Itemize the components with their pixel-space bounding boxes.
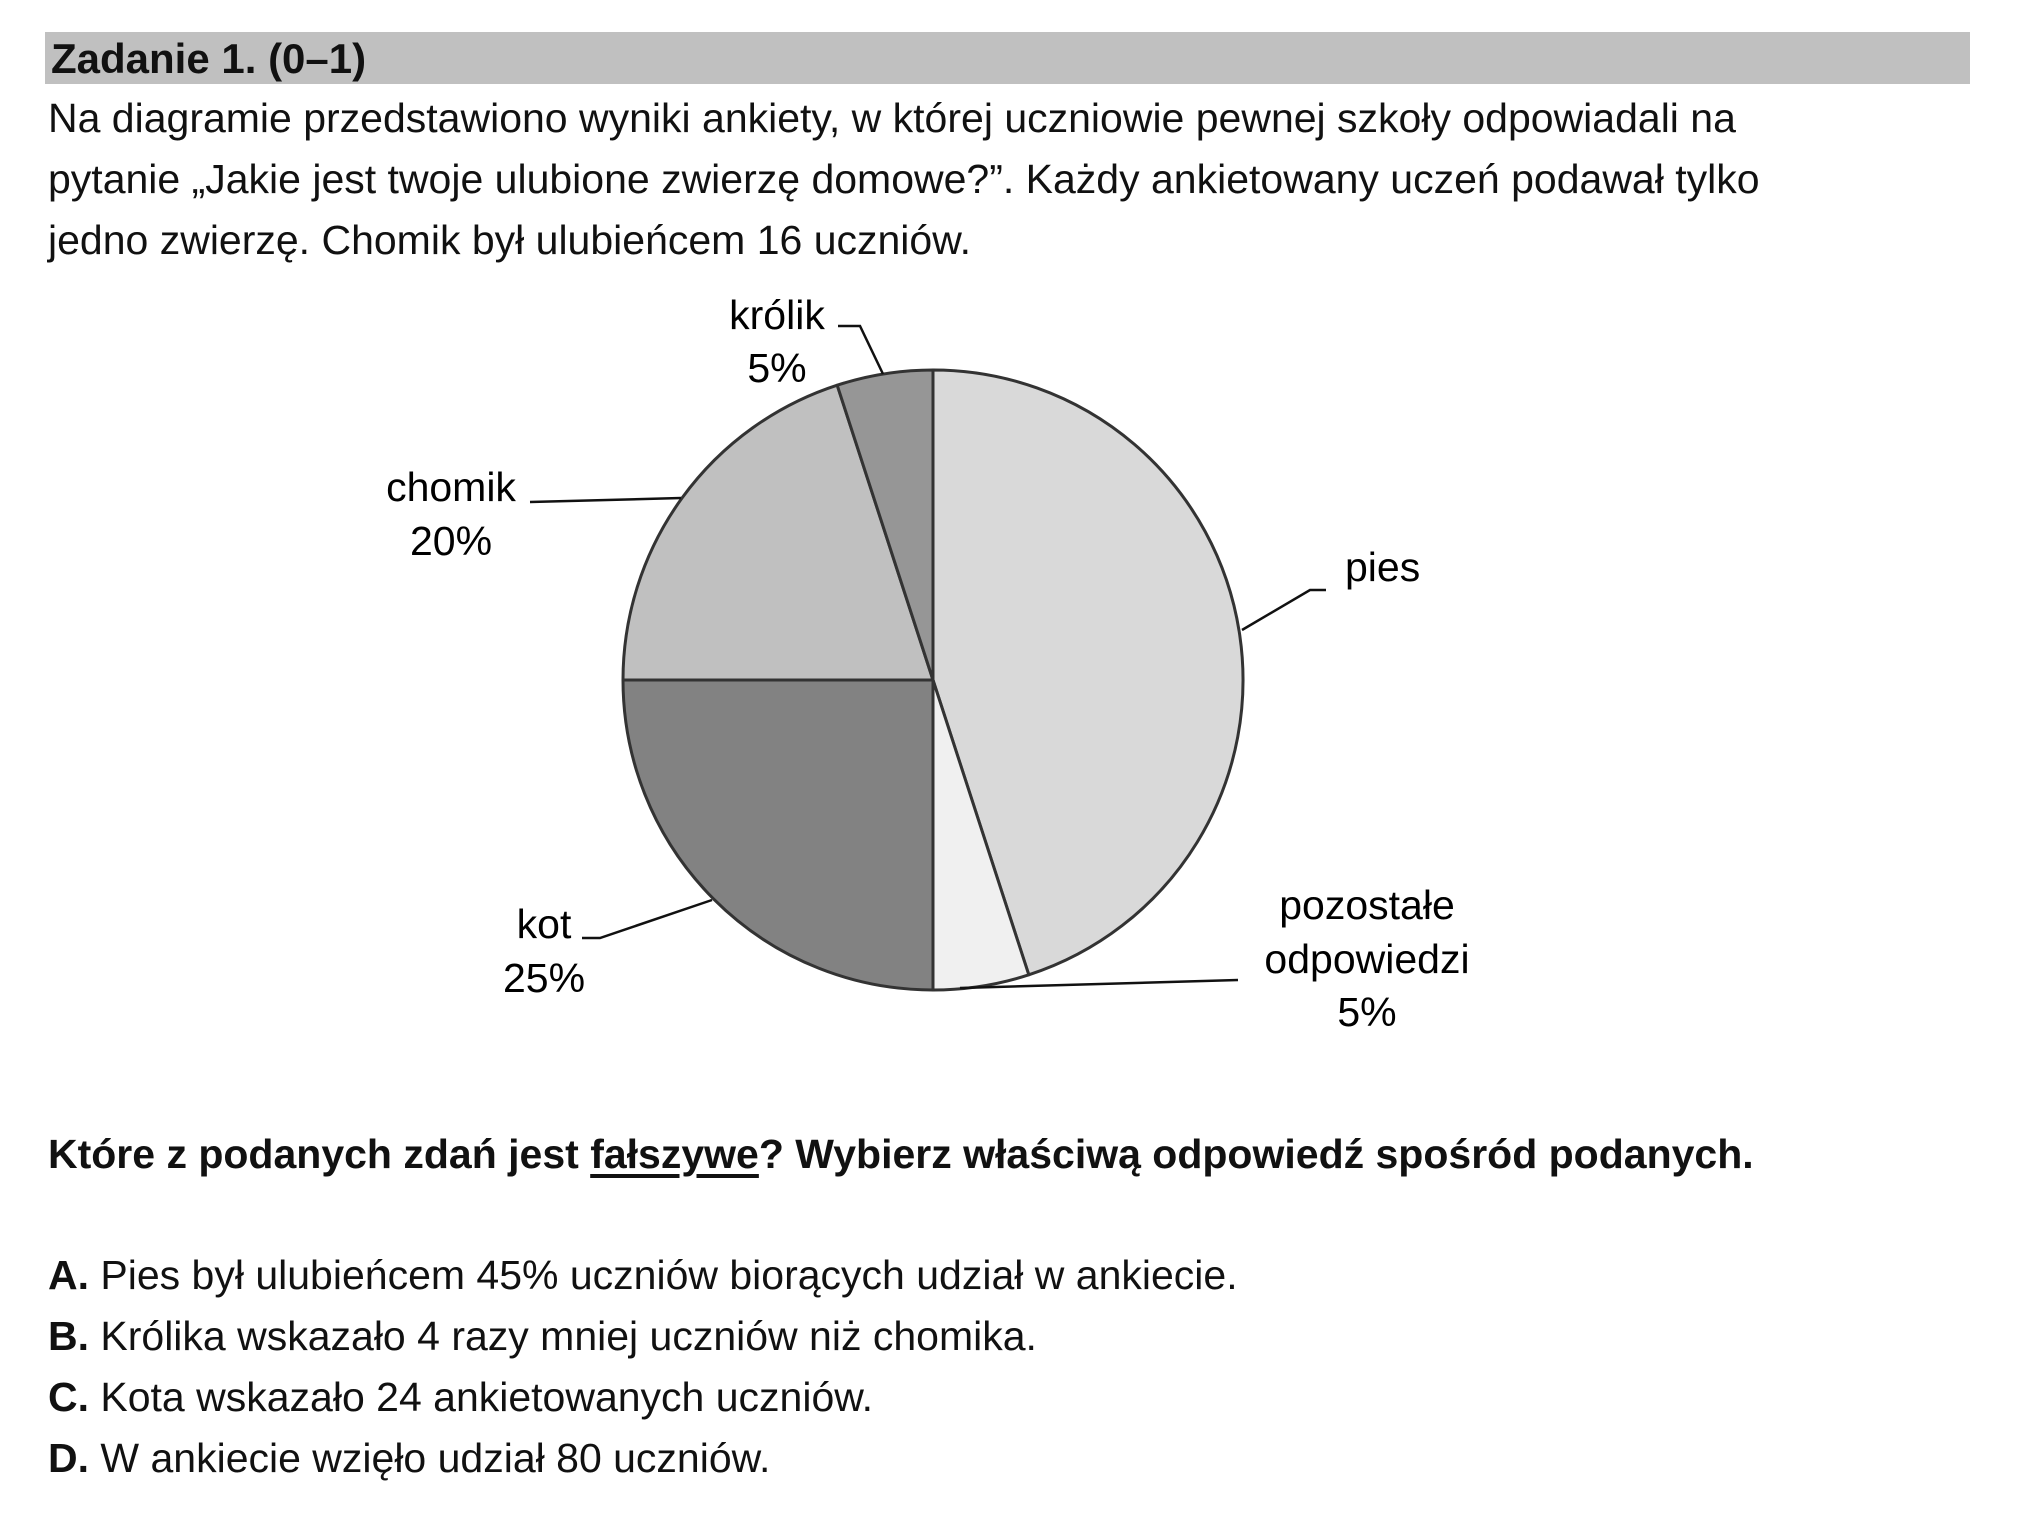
intro-line: pytanie „Jakie jest twoje ulubione zwierzę domowe?”. Każdy ankietowany uczeń podawał tylko [48, 156, 1760, 202]
question [48, 1124, 1988, 1184]
leader-line-pies [1242, 590, 1326, 630]
label-krolik: królik [729, 292, 825, 338]
task-title: Zadanie 1. (0–1) [51, 35, 367, 82]
label-pozostale-line1: pozostałe [1279, 882, 1455, 928]
question-text-end: ? Wybierz właściwą odpowiedź spośród podanych. [758, 1131, 1754, 1177]
intro-line: Na diagramie przedstawiono wyniki ankiety, w której uczniowie pewnej szkoły odpowiadali na [48, 95, 1736, 141]
label-pies: pies [1345, 544, 1421, 590]
label-chomik-percent: 20% [409, 518, 493, 564]
answer-list [48, 1245, 1238, 1489]
answer-option-b[interactable] [48, 1306, 1238, 1367]
question-emphasis: fałszywe [590, 1131, 759, 1177]
label-kot: kot [516, 901, 572, 947]
leader-line-chomik [530, 498, 681, 502]
answer-option-d[interactable] [48, 1428, 1238, 1489]
answer-text: W ankiecie wzięło udział 80 uczniów. [89, 1435, 771, 1481]
answer-text: Pies był ulubieńcem 45% uczniów biorących udział w ankiecie. [89, 1252, 1238, 1298]
label-pozostale-line2: odpowiedzi [1264, 936, 1470, 982]
label-pozostale-percent: 5% [1337, 989, 1397, 1035]
answer-option-a[interactable] [48, 1245, 1238, 1306]
answer-text: Królika wskazało 4 razy mniej uczniów niż chomika. [89, 1313, 1037, 1359]
answer-letter: B. [48, 1313, 89, 1359]
leader-line-krolik [838, 326, 883, 374]
answer-option-c[interactable] [48, 1367, 1238, 1428]
answer-letter: C. [48, 1374, 89, 1420]
answer-text: Kota wskazało 24 ankietowanych uczniów. [89, 1374, 874, 1420]
pie-slice-2 [623, 680, 933, 990]
answer-letter: D. [48, 1435, 89, 1481]
question-text: Które z podanych zdań jest [48, 1131, 591, 1177]
leader-line-kot [582, 900, 712, 938]
answer-letter: A. [48, 1252, 89, 1298]
label-krolik-percent: 5% [747, 345, 807, 391]
label-kot-percent: 25% [502, 955, 586, 1001]
intro-line: jedno zwierzę. Chomik był ulubieńcem 16 uczniów. [48, 217, 971, 263]
label-chomik: chomik [386, 464, 516, 510]
